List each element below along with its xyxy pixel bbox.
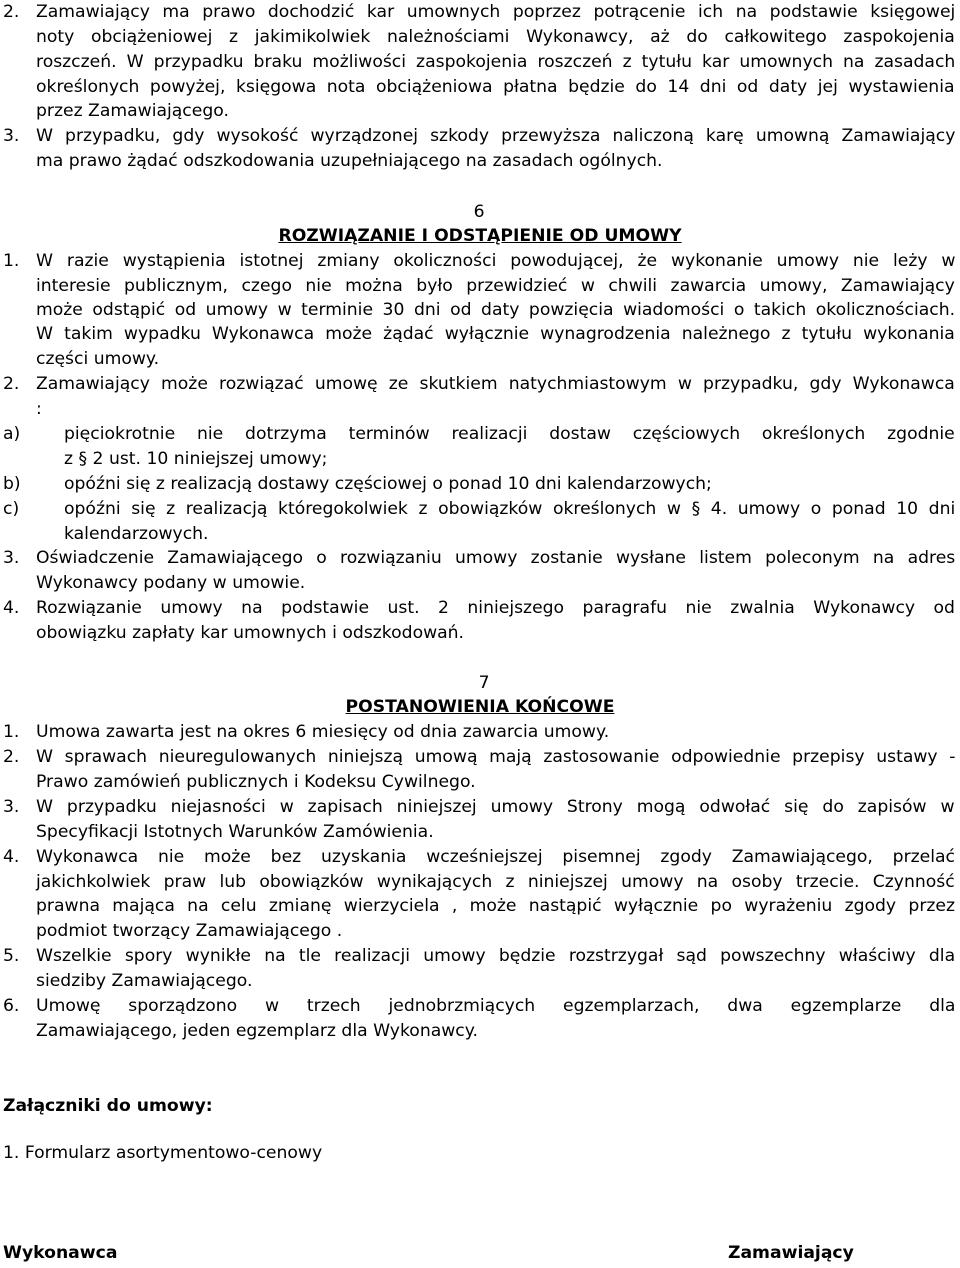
- signature-client: Zamawiający: [728, 1243, 854, 1263]
- item-number: 2.: [3, 374, 20, 394]
- item-number: 1.: [3, 722, 20, 742]
- paragraph-line: pięciokrotnie nie dotrzyma terminów realizacji dostaw częściowych określonych zgodnie: [64, 424, 955, 444]
- paragraph-line: W przypadku, gdy wysokość wyrządzonej szkody przewyższa naliczoną karę umowną Zamawiający: [36, 126, 956, 146]
- item-number: 3.: [3, 126, 20, 146]
- section-icon: §: [470, 673, 479, 693]
- paragraph-line: W przypadku niejasności w zapisach niniejszej umowy Strony mogą odwołać się do zapisów w: [36, 797, 955, 817]
- section-title: ROZWIĄZANIE I ODSTĄPIENIE OD UMOWY: [278, 226, 682, 246]
- paragraph-line: Zamawiający ma prawo dochodzić kar umownych poprzez potrącenie ich na podstawie księgowej: [36, 2, 956, 22]
- paragraph-line: kalendarzowych.: [64, 524, 209, 544]
- signature-contractor: Wykonawca: [3, 1243, 118, 1263]
- paragraph-line: obowiązku zapłaty kar umownych i odszkodowań.: [36, 623, 465, 643]
- paragraph-line: siedziby Zamawiającego.: [36, 971, 253, 991]
- paragraph-line: przez Zamawiającego.: [36, 101, 229, 121]
- paragraph-line: Rozwiązanie umowy na podstawie ust. 2 niniejszego paragrafu nie zwalnia Wykonawcy od: [36, 598, 955, 618]
- attachment-item: 1. Formularz asortymentowo-cenowy: [3, 1143, 323, 1163]
- section-number: §6: [465, 202, 485, 222]
- paragraph-line: jakichkolwiek praw lub obowiązków wynikających z niniejszej umowy na osoby trzecie. Czynność: [36, 872, 955, 892]
- paragraph-line: Zamawiający może rozwiązać umowę ze skutkiem natychmiastowym w przypadku, gdy Wykonawca: [36, 374, 955, 394]
- item-number: 1.: [3, 251, 20, 271]
- paragraph-line: W sprawach nieuregulowanych niniejszą umową mają zastosowanie odpowiednie przepisy ustawy -: [36, 747, 956, 767]
- paragraph-line: Specyfikacji Istotnych Warunków Zamówienia.: [36, 822, 434, 842]
- paragraph-line: interesie publicznym, czego nie można było przewidzieć w chwili zawarcia umowy, Zamawiający: [36, 276, 955, 296]
- paragraph-line: Umowa zawarta jest na okres 6 miesięcy od dnia zawarcia umowy.: [36, 722, 610, 742]
- paragraph-line: z § 2 ust. 10 niniejszej umowy;: [64, 449, 328, 469]
- paragraph-line: określonych powyżej, księgowa nota obciążeniowa płatna będzie do 14 dni od daty jej wystawienia: [36, 77, 955, 97]
- paragraph-line: noty obciążeniowej z jakimikolwiek należnościami Wykonawcy, aż do całkowitego zaspokojenia: [36, 27, 955, 47]
- sub-item-letter: a): [3, 424, 21, 444]
- attachments-heading: Załączniki do umowy:: [3, 1096, 213, 1116]
- section-title: POSTANOWIENIA KOŃCOWE: [345, 697, 615, 717]
- paragraph-line: :: [36, 399, 42, 419]
- paragraph-line: może odstąpić od umowy w terminie 30 dni od daty powzięcia wiadomości o takich okolicznościach.: [36, 300, 956, 320]
- item-number: 4.: [3, 598, 20, 618]
- paragraph-line: W razie wystąpienia istotnej zmiany okoliczności powodującej, że wykonanie umowy nie leży w: [36, 251, 956, 271]
- paragraph-line: części umowy.: [36, 349, 160, 369]
- item-number: 6.: [3, 996, 20, 1016]
- paragraph-line: roszczeń. W przypadku braku możliwości zaspokojenia roszczeń z tytułu kar umownych na zasadach: [36, 52, 956, 72]
- paragraph-line: Oświadczenie Zamawiającego o rozwiązaniu umowy zostanie wysłane listem poleconym na adres: [36, 548, 956, 568]
- paragraph-line: prawna mająca na celu zmianę wierzyciela , może nastąpić wyłącznie po wyrażeniu zgody przez: [36, 896, 956, 916]
- item-number: 2.: [3, 2, 20, 22]
- paragraph-line: W takim wypadku Wykonawca może żądać wyłącznie wynagrodzenia należnego z tytułu wykonania: [36, 324, 955, 344]
- paragraph-line: opóźni się z realizacją któregokolwiek z obowiązków określonych w § 4. umowy o ponad 10 dni: [64, 499, 956, 519]
- section-icon: §: [465, 202, 474, 222]
- section-number: §7: [470, 673, 490, 693]
- paragraph-line: ma prawo żądać odszkodowania uzupełniającego na zasadach ogólnych.: [36, 151, 663, 171]
- paragraph-line: Zamawiającego, jeden egzemplarz dla Wykonawcy.: [36, 1021, 478, 1041]
- item-number: 5.: [3, 946, 20, 966]
- paragraph-line: Prawo zamówień publicznych i Kodeksu Cywilnego.: [36, 772, 476, 792]
- item-number: 3.: [3, 548, 20, 568]
- paragraph-line: Wykonawcy podany w umowie.: [36, 573, 306, 593]
- paragraph-line: Umowę sporządzono w trzech jednobrzmiących egzemplarzach, dwa egzemplarze dla: [36, 996, 956, 1016]
- item-number: 3.: [3, 797, 20, 817]
- sub-item-letter: b): [3, 474, 21, 494]
- sub-item-letter: c): [3, 499, 20, 519]
- paragraph-line: Wszelkie spory wynikłe na tle realizacji umowy będzie rozstrzygał sąd powszechny właściwy dla: [36, 946, 956, 966]
- item-number: 2.: [3, 747, 20, 767]
- paragraph-line: opóźni się z realizacją dostawy częściowej o ponad 10 dni kalendarzowych;: [64, 474, 712, 494]
- paragraph-line: Wykonawca nie może bez uzyskania wcześniejszej pisemnej zgody Zamawiającego, przelać: [36, 847, 956, 867]
- item-number: 4.: [3, 847, 20, 867]
- paragraph-line: podmiot tworzący Zamawiającego .: [36, 921, 343, 941]
